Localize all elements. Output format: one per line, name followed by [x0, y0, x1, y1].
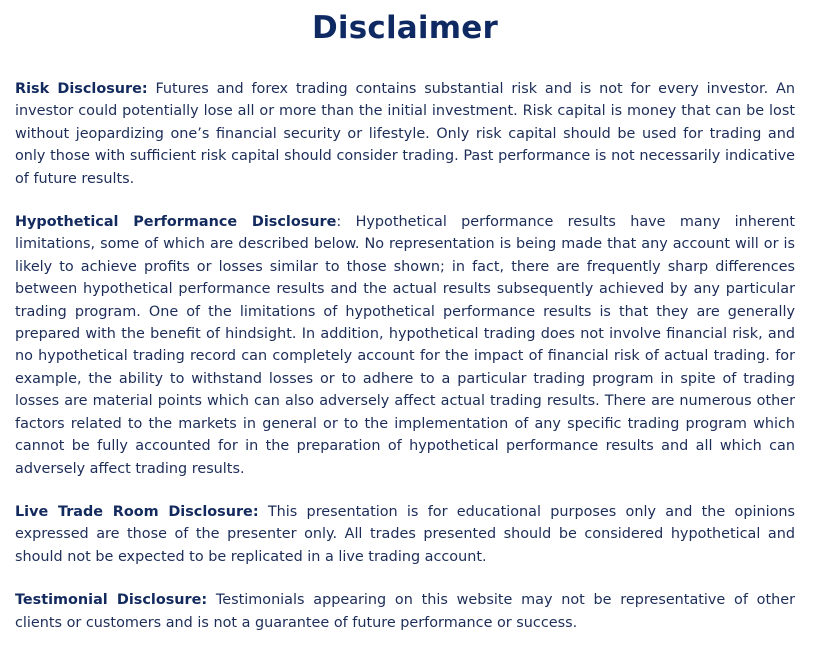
testimonial-disclosure-paragraph [15, 589, 795, 634]
hypothetical-performance-disclosure-paragraph [15, 211, 795, 480]
live-trade-room-disclosure-label: Live Trade Room Disclosure: [15, 503, 259, 520]
live-trade-room-disclosure-text: This presentation is for educational purposes only and the opinions expressed are those of the presenter only. All trades presented should be considered hypothetical and should not be expected to be replicated in a live trading account. [15, 503, 795, 565]
page-title: Disclaimer [312, 10, 498, 46]
live-trade-room-disclosure-paragraph [15, 501, 795, 568]
hypothetical-performance-disclosure-text: : Hypothetical performance results have many inherent limitations, some of which are described below. No representation is being made that any account will or is likely to achieve profits or losses similar to those shown; in fact, there are frequently sharp differences between hypothetical performance results and the actual results subsequently achieved by any particular trading program. One of the limitations of hypothetical performance results is that they are generally prepared with the benefit of hindsight. In addition, hypothetical trading does not involve financial risk, and no hypothetical trading record can completely account for the impact of financial risk of actual trading. for example, the ability to withstand losses or to adhere to a particular trading program in spite of trading losses are material points which can also adversely affect actual trading results. There are numerous other factors related to the markets in general or to the implementation of any specific trading program which cannot be fully accounted for in the preparation of hypothetical performance results and all which can adversely affect trading results. [15, 214, 795, 477]
hypothetical-performance-disclosure-label: Hypothetical Performance Disclosure [15, 214, 337, 231]
testimonial-disclosure-text: Testimonials appearing on this website may not be representative of other clients or customers and is not a guarantee of future performance or success. [15, 592, 795, 631]
risk-disclosure-text: Futures and forex trading contains substantial risk and is not for every investor. An investor could potentially lose all or more than the initial investment. Risk capital is money that can be lost without jeopardizing one’s financial security or lifestyle. Only risk capital should be used for trading and only those with sufficient risk capital should consider trading. Past performance is not necessarily indicative of future results. [15, 81, 795, 187]
risk-disclosure-label: Risk Disclosure: [15, 81, 148, 97]
risk-disclosure-paragraph [15, 78, 795, 190]
testimonial-disclosure-label: Testimonial Disclosure: [15, 592, 208, 609]
